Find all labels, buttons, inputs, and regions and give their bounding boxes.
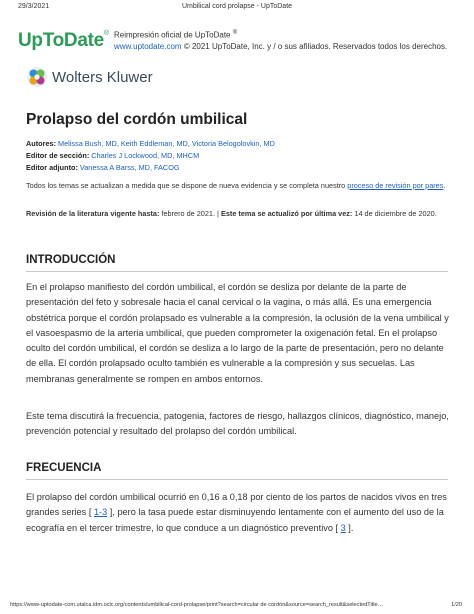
print-header [0, 0, 474, 14]
print-page-title: Umbilical cord prolapse - UpToDate [181, 3, 293, 10]
intro-paragraph-2: Este tema discutirá la frecuencia, patogenia, factores de riesgo, hallazgos clínicos, diagnóstico, manejo, prevención potencial y resultado del prolapso del cordón umbilical. [26, 411, 449, 437]
publisher-name: Wolters Kluwer [52, 69, 153, 86]
reference-link-3[interactable]: 3 [340, 522, 346, 533]
reprint-notice: Reimpresión oficial de UpToDate ® [114, 30, 238, 40]
authors-links[interactable]: Melissa Bush, MD, Keith Eddleman, MD, Victoria Belogolovkin, MD [58, 139, 275, 148]
authors-line: Autores: Melissa Bush, MD, Keith Eddleman, MD, Victoria Belogolovkin, MD [26, 139, 275, 148]
reference-link-1-3[interactable]: 1-3 [93, 507, 108, 518]
section-divider [26, 479, 448, 480]
review-dates: Revisión de la literatura vigente hasta: febrero de 2021. | Este tema se actualizó por última vez: 14 de diciembre de 2020. [26, 209, 437, 218]
article-title: Prolapso del cordón umbilical [26, 111, 248, 128]
print-date: 29/3/2021 [18, 3, 50, 10]
uptodate-site-link[interactable]: www.uptodate.com [114, 42, 182, 51]
peer-review-link[interactable]: proceso de revisión por pares [347, 181, 444, 190]
print-footer [0, 598, 474, 612]
frequency-paragraph: El prolapso del cordón umbilical ocurrió en 0,16 a 0,18 por ciento de los partos de nacidos vivos en tres grandes series [ 1-3 ], pero la tasa puede estar disminuyendo lentamente con el aumento del uso de la ecografía en el tercer trimestre, lo que conduce a un diagnóstico preventivo [ 3 ]. [26, 492, 447, 533]
uptodate-logo: UpToDate® [18, 30, 109, 51]
deputy-editor-line: Editor adjunto: Vanessa A Barss, MD, FACOG [26, 163, 180, 172]
page-number: 1/20 [451, 602, 462, 608]
deputy-editor-link[interactable]: Vanessa A Barss, MD, FACOG [79, 163, 180, 172]
section-heading-introduccion: INTRODUCCIÓN [26, 254, 116, 266]
print-url: https://www-uptodate-com.utalca.idm.oclc.org/contents/umbilical-cord-prolapse/print?search=circular de cordón&source=search_result&selectedTitle… [10, 602, 384, 608]
section-divider [26, 271, 448, 272]
wolters-kluwer-globe-icon [26, 66, 48, 88]
publisher-logo [26, 66, 286, 92]
uptodate-banner [18, 28, 468, 56]
update-note: Todos los temas se actualizan a medida que se dispone de nueva evidencia y se completa nuestro proceso de revisión por pares. [26, 181, 446, 190]
section-heading-frecuencia: FRECUENCIA [26, 462, 102, 474]
intro-paragraph-1: En el prolapso manifiesto del cordón umbilical, el cordón se desliza por delante de la parte de presentación del feto y sobresale hacia el canal cervical o la vagina, o más allá. Es una emergencia obstétrica porque el cordón prolapsado es vulnerable a la compresión, la oclusión de la vena umbilical y el vasoespasmo de la arteria umbilical, que pueden comprometer la oxigenación fetal. En el prolapso oculto del cordón umbilical, el cordón se desliza a lo largo de la parte de presentación, pero no delante de ella. El cordón prolapsado oculto también es vulnerable a la compresión y sus secuelas. Las membranas generalmente se rompen en ambos entornos. [26, 282, 449, 384]
section-editor-line: Editor de sección: Charles J Lockwood, MD, MHCM [26, 151, 200, 160]
copyright-line: www.uptodate.com © 2021 UpToDate, Inc. y / o sus afiliados. Reservados todos los derechos. [114, 42, 448, 51]
section-editor-link[interactable]: Charles J Lockwood, MD, MHCM [91, 151, 200, 160]
